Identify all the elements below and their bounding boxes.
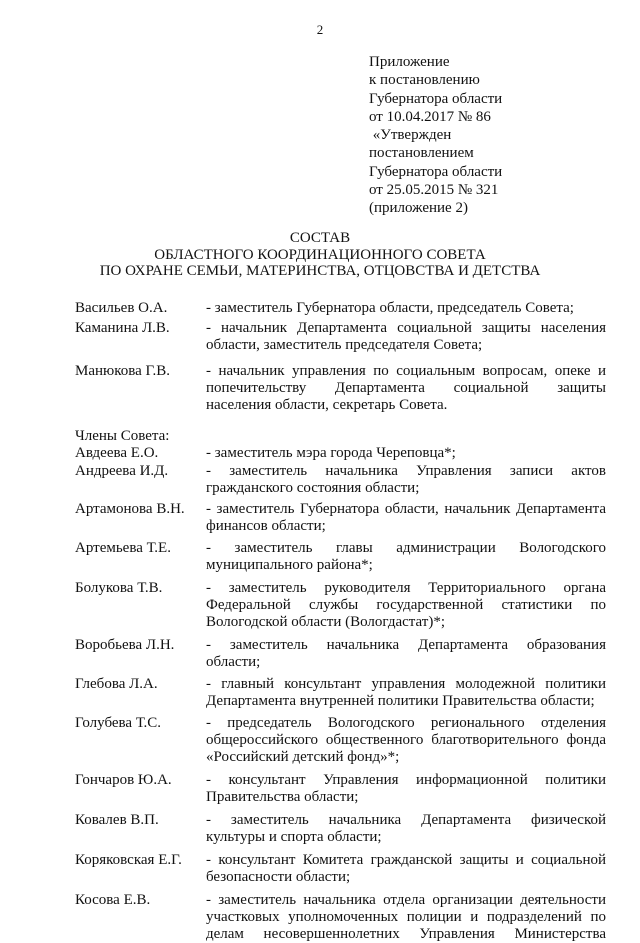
role-line: - начальник Департамента социальной защиты населения (206, 320, 606, 336)
member-role (206, 637, 606, 671)
member-role (206, 812, 606, 846)
member-row (75, 852, 615, 886)
member-role (206, 676, 606, 710)
role-line: делам несовершеннолетних Управления Министерства (206, 926, 606, 942)
member-name: Гончаров Ю.А. (75, 772, 172, 788)
member-role (206, 320, 606, 354)
member-role (206, 852, 606, 886)
role-line: - заместитель начальника Департамента физической (206, 812, 606, 828)
role-line: - заместитель мэра города Череповца*; (206, 445, 456, 461)
member-row (75, 363, 615, 414)
member-name: Коряковская Е.Г. (75, 852, 182, 868)
member-name: Воробьева Л.Н. (75, 637, 175, 653)
appendix-line: Губернатора области (369, 163, 503, 180)
member-row (75, 676, 615, 710)
member-name: Артамонова В.Н. (75, 501, 185, 517)
member-role (206, 463, 606, 497)
member-name: Манюкова Г.В. (75, 363, 171, 379)
title-line: ОБЛАСТНОГО КООРДИНАЦИОННОГО СОВЕТА (154, 246, 486, 263)
council-members (75, 300, 615, 943)
role-line: области, заместитель председателя Совета; (206, 337, 483, 353)
appendix-line: Губернатора области (369, 90, 503, 107)
member-name: Болукова Т.В. (75, 580, 163, 596)
title-line: ПО ОХРАНЕ СЕМЬИ, МАТЕРИНСТВА, ОТЦОВСТВА И ДЕТСТВА (99, 263, 541, 279)
role-line: - главный консультант управления молодежной политики (206, 676, 606, 692)
member-name: Авдеева Е.О. (75, 445, 159, 461)
member-role (206, 715, 606, 766)
member-row (75, 637, 615, 671)
member-name: Андреева И.Д. (75, 463, 169, 479)
member-row (75, 772, 615, 806)
member-role (206, 445, 606, 462)
member-row (75, 580, 615, 631)
appendix-line: к постановлению (369, 72, 480, 89)
member-name: Голубева Т.С. (75, 715, 161, 731)
role-line: общероссийского общественного благотворительного фонда (206, 732, 606, 748)
member-name: Васильев О.А. (75, 300, 168, 316)
members-list (75, 445, 615, 943)
appendix-line: от 10.04.2017 № 86 (369, 108, 491, 125)
member-row (75, 812, 615, 846)
role-line: - заместитель главы администрации Вологодского (206, 540, 606, 556)
role-line: - заместитель Губернатора области, начальник Департамента (206, 501, 606, 517)
role-line: безопасности области; (206, 869, 351, 885)
role-line: - консультант Комитета гражданской защиты и социальной (206, 852, 606, 868)
role-line: попечительству Департамента социальной защиты (206, 380, 606, 396)
appendix-line: постановлением (369, 145, 474, 162)
role-line: - начальник управления по социальным вопросам, опеке и (206, 363, 606, 379)
appendix-line: Приложение (369, 54, 450, 70)
leadership-list (75, 300, 615, 414)
role-line: Вологодской области (Вологдастат)*; (206, 614, 445, 630)
member-name: Глебова Л.А. (75, 676, 158, 692)
member-row (75, 300, 615, 317)
role-line: населения области, секретарь Совета. (206, 397, 448, 413)
member-role (206, 501, 606, 535)
role-line: культуры и спорта области; (206, 829, 382, 845)
member-role (206, 772, 606, 806)
members-heading: Члены Совета: (75, 428, 170, 444)
role-line: Правительства области; (206, 789, 359, 805)
role-line: - заместитель начальника Департамента образования (206, 637, 606, 653)
role-line: участковых уполномоченных полиции и подразделений по (206, 909, 606, 925)
member-role (206, 892, 606, 943)
member-name: Артемьева Т.Е. (75, 540, 171, 556)
member-name: Косова Е.В. (75, 892, 151, 908)
appendix-line: от 25.05.2015 № 321 (369, 182, 499, 199)
title-line: СОСТАВ (289, 230, 351, 246)
appendix-line: (приложение 2) (369, 200, 468, 217)
member-role (206, 580, 606, 631)
member-row (75, 320, 615, 354)
member-name: Ковалев В.П. (75, 812, 159, 828)
member-role (206, 363, 606, 414)
member-row (75, 463, 615, 497)
page-number: 2 (316, 22, 324, 37)
appendix-line: «Утвержден (369, 127, 452, 144)
role-line: Федеральной службы государственной статистики по (206, 597, 606, 613)
member-name: Каманина Л.В. (75, 320, 170, 336)
role-line: финансов области; (206, 518, 326, 534)
member-row (75, 445, 615, 462)
role-line: - консультант Управления информационной политики (206, 772, 606, 788)
member-row (75, 715, 615, 766)
role-line: «Российский детский фонд»*; (206, 749, 400, 765)
role-line: муниципального района*; (206, 557, 373, 573)
role-line: - председатель Вологодского регионального отделения (206, 715, 606, 731)
member-row (75, 892, 615, 943)
member-role (206, 300, 606, 317)
member-row (75, 540, 615, 574)
document-title (0, 230, 640, 280)
role-line: гражданского состояния области; (206, 480, 420, 496)
role-line: - заместитель руководителя Территориального органа (206, 580, 606, 596)
role-line: - заместитель Губернатора области, председатель Совета; (206, 300, 574, 316)
role-line: Департамента внутренней политики Правительства области; (206, 693, 595, 709)
role-line: - заместитель начальника отдела организации деятельности (206, 892, 606, 908)
member-role (206, 540, 606, 574)
appendix-block (369, 53, 629, 218)
member-row (75, 501, 615, 535)
role-line: - заместитель начальника Управления записи актов (206, 463, 606, 479)
role-line: области; (206, 654, 261, 670)
